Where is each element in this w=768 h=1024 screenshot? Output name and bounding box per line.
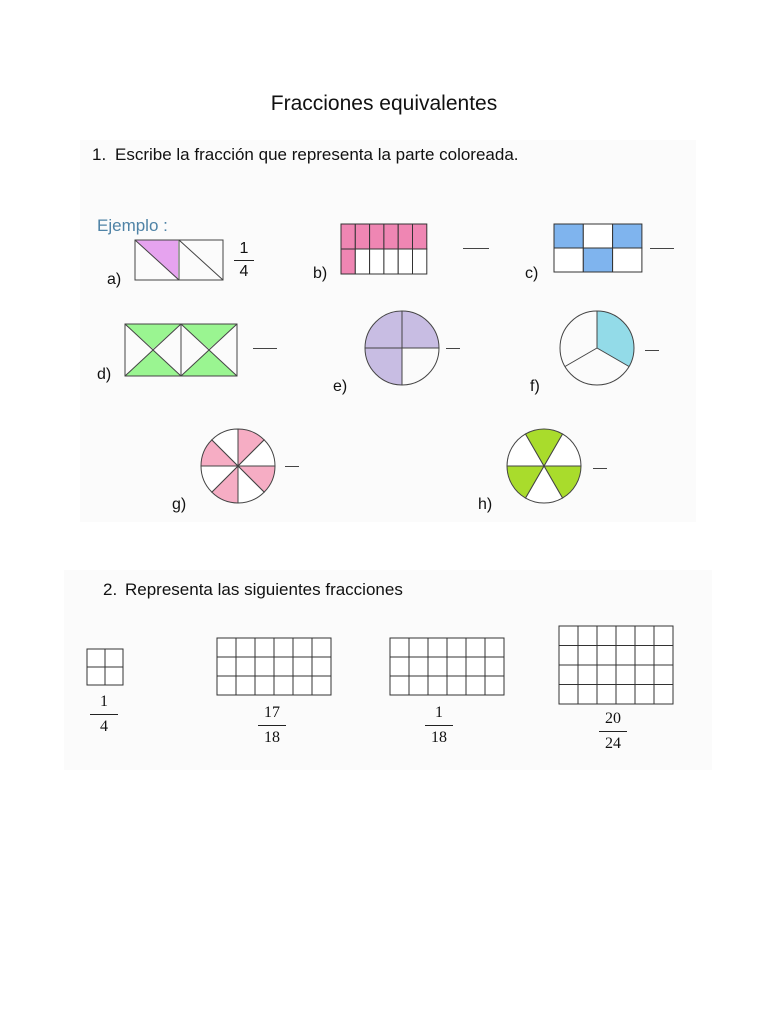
grid-cell[interactable] [466,657,485,676]
grid-cell[interactable] [312,657,331,676]
fraction-2 [250,704,294,747]
grid-cell[interactable] [597,646,616,666]
grid-cell-shaded [554,224,583,248]
grid-cell[interactable] [87,667,105,685]
grid-cell[interactable] [654,665,673,685]
grid-cell[interactable] [255,657,274,676]
grid-cell-shaded [413,224,427,249]
grid-cell[interactable] [409,676,428,695]
grid-cell[interactable] [293,638,312,657]
grid-cell[interactable] [466,638,485,657]
figure-d [124,323,239,377]
grid-cell[interactable] [597,626,616,646]
grid-cell[interactable] [105,667,123,685]
grid-cell[interactable] [654,626,673,646]
figure-c [553,223,643,273]
example-numerator: 1 [239,240,249,257]
grid-cell[interactable] [390,638,409,657]
grid-cell[interactable] [616,626,635,646]
grid-cell-shaded [398,224,412,249]
answer-blank-b[interactable] [463,248,489,249]
grid-cell [413,249,427,274]
grid-3[interactable] [389,637,505,697]
grid-cell-shaded [341,224,355,249]
grid-cell[interactable] [236,657,255,676]
grid-cell-shaded [583,248,612,272]
grid-cell-shaded [613,224,642,248]
grid-1[interactable] [86,648,126,688]
fraction-3-numerator: 1 [435,704,443,721]
grid-cell[interactable] [217,638,236,657]
question-1-number: 1. [92,145,107,164]
fraction-2-numerator: 17 [264,704,280,721]
question-2-number: 2. [103,580,118,599]
answer-blank-h[interactable] [593,468,607,469]
figure-g [200,428,278,506]
grid-cell[interactable] [654,685,673,705]
label-g: g) [172,496,187,513]
grid-cell[interactable] [559,685,578,705]
label-a: a) [107,271,122,288]
label-h: h) [478,496,493,513]
grid-cell[interactable] [293,676,312,695]
grid-cell[interactable] [409,638,428,657]
grid-cell [583,224,612,248]
grid-cell[interactable] [428,676,447,695]
grid-cell[interactable] [428,638,447,657]
grid-cell-shaded [384,224,398,249]
grid-cell[interactable] [635,665,654,685]
figure-e-shaded-part-2 [402,311,439,348]
grid-cell [554,248,583,272]
grid-cell[interactable] [274,676,293,695]
grid-cell[interactable] [616,646,635,666]
fraction-4-numerator: 20 [605,710,621,727]
grid-cell[interactable] [255,638,274,657]
example-label: Ejemplo : [97,216,168,235]
grid-cell[interactable] [274,657,293,676]
fraction-4-denominator: 24 [605,735,621,752]
figure-e [364,310,442,388]
fraction-1 [82,693,126,736]
grid-cell[interactable] [312,676,331,695]
grid-cell [370,249,384,274]
label-c: c) [525,265,539,282]
answer-blank-c[interactable] [650,248,674,249]
answer-blank-e[interactable] [446,348,460,349]
answer-blank-d[interactable] [253,348,277,349]
grid-cell[interactable] [578,626,597,646]
grid-cell[interactable] [616,685,635,705]
question-1-text: Escribe la fracción que representa la parte coloreada. [115,145,519,164]
grid-cell[interactable] [597,665,616,685]
grid-cell[interactable] [578,665,597,685]
grid-cell [355,249,369,274]
question-2-text: Representa las siguientes fracciones [125,580,403,599]
figure-h [506,428,584,506]
grid-cell[interactable] [654,646,673,666]
grid-cell[interactable] [485,638,504,657]
grid-cell[interactable] [447,638,466,657]
grid-cell[interactable] [390,676,409,695]
page-title: Fracciones equivalentes [270,92,498,115]
grid-cell[interactable] [578,646,597,666]
fraction-2-denominator: 18 [264,729,280,746]
grid-cell-shaded [355,224,369,249]
grid-cell[interactable] [274,638,293,657]
grid-cell[interactable] [635,646,654,666]
grid-cell[interactable] [485,657,504,676]
grid-cell[interactable] [217,657,236,676]
grid-cell[interactable] [466,676,485,695]
figure-a [134,239,224,281]
grid-cell[interactable] [105,649,123,667]
grid-cell[interactable] [293,657,312,676]
grid-cell [398,249,412,274]
grid-cell-shaded [341,249,355,274]
grid-cell-shaded [370,224,384,249]
grid-cell[interactable] [428,657,447,676]
answer-blank-f[interactable] [645,350,659,351]
figure-f [559,310,637,388]
grid-cell[interactable] [409,657,428,676]
grid-cell[interactable] [597,685,616,705]
grid-cell[interactable] [447,676,466,695]
grid-cell[interactable] [87,649,105,667]
grid-4[interactable] [558,625,674,705]
grid-cell[interactable] [616,665,635,685]
grid-cell[interactable] [236,676,255,695]
grid-cell[interactable] [559,626,578,646]
figure-b [340,223,428,275]
example-denominator: 4 [239,263,249,280]
grid-cell[interactable] [559,665,578,685]
fraction-4 [591,710,635,753]
grid-cell[interactable] [559,646,578,666]
grid-cell[interactable] [217,676,236,695]
grid-cell[interactable] [390,657,409,676]
grid-cell[interactable] [485,676,504,695]
grid-cell[interactable] [312,638,331,657]
label-f: f) [530,378,540,395]
example-fraction [232,240,256,281]
grid-cell[interactable] [635,626,654,646]
answer-blank-g[interactable] [285,466,299,467]
grid-cell [613,248,642,272]
label-b: b) [313,265,328,282]
fraction-3 [417,704,461,747]
grid-cell[interactable] [255,676,274,695]
grid-cell[interactable] [635,685,654,705]
fraction-1-numerator: 1 [100,693,108,710]
grid-cell[interactable] [236,638,255,657]
label-e: e) [333,378,348,395]
grid-2[interactable] [216,637,332,697]
fraction-3-denominator: 18 [431,729,447,746]
grid-cell[interactable] [447,657,466,676]
fraction-1-denominator: 4 [100,718,108,735]
grid-cell[interactable] [578,685,597,705]
label-d: d) [97,366,112,383]
grid-cell [384,249,398,274]
